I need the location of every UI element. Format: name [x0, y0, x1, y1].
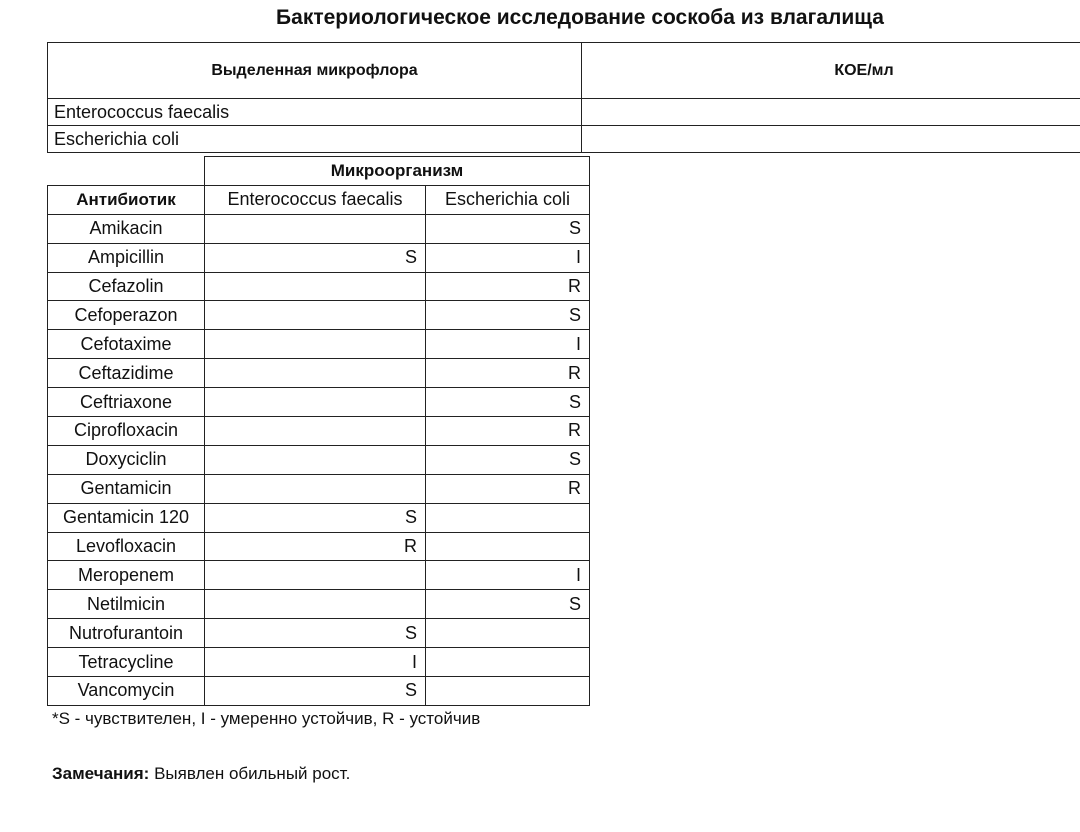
antibiotic-name: Levofloxacin — [48, 532, 205, 561]
antibiotic-name: Ceftriaxone — [48, 388, 205, 417]
result-enterococcus — [205, 272, 426, 301]
antibiotic-name: Ciprofloxacin — [48, 417, 205, 446]
antibiotic-name: Cefazolin — [48, 272, 205, 301]
result-ecoli — [426, 648, 590, 677]
result-enterococcus — [205, 445, 426, 474]
antibiotic-name: Cefoperazon — [48, 301, 205, 330]
result-ecoli: R — [426, 417, 590, 446]
antibiotic-name: Gentamicin — [48, 474, 205, 503]
result-ecoli: I — [426, 243, 590, 272]
antibiotic-name: Meropenem — [48, 561, 205, 590]
result-enterococcus — [205, 590, 426, 619]
antibiogram-row — [48, 532, 590, 561]
result-ecoli — [426, 619, 590, 648]
notes — [52, 764, 350, 784]
antibiogram-row — [48, 359, 590, 388]
antibiotic-name: Doxyciclin — [48, 445, 205, 474]
antibiogram-row — [48, 388, 590, 417]
antibiogram-row — [48, 648, 590, 677]
antibiotic-name: Vancomycin — [48, 677, 205, 706]
microflora-cfu — [582, 126, 1080, 153]
antibiogram-row — [48, 330, 590, 359]
antibiogram-row — [48, 677, 590, 706]
antibiotic-name: Tetracycline — [48, 648, 205, 677]
result-enterococcus — [205, 359, 426, 388]
microflora-organism: Escherichia coli — [48, 126, 582, 153]
result-enterococcus: I — [205, 648, 426, 677]
organism-header-ec: Escherichia coli — [426, 185, 590, 214]
antibiogram-row — [48, 474, 590, 503]
result-ecoli: S — [426, 214, 590, 243]
antibiogram-header-row — [48, 185, 590, 214]
microflora-header-row — [48, 43, 1080, 99]
result-ecoli: S — [426, 388, 590, 417]
microflora-header: Выделенная микрофлора — [48, 43, 582, 99]
result-ecoli: R — [426, 272, 590, 301]
antibiogram-row — [48, 590, 590, 619]
antibiotic-name: Cefotaxime — [48, 330, 205, 359]
cfu-header: КОЕ/мл — [582, 43, 1080, 99]
result-ecoli: R — [426, 474, 590, 503]
result-ecoli — [426, 532, 590, 561]
result-enterococcus: S — [205, 243, 426, 272]
antibiotic-name: Amikacin — [48, 214, 205, 243]
result-enterococcus — [205, 417, 426, 446]
microflora-table — [47, 42, 1080, 153]
result-ecoli — [426, 503, 590, 532]
result-ecoli: R — [426, 359, 590, 388]
antibiogram-row — [48, 214, 590, 243]
microflora-organism: Enterococcus faecalis — [48, 99, 582, 126]
microflora-row — [48, 99, 1080, 126]
antibiogram-corner — [48, 157, 205, 186]
result-enterococcus: R — [205, 532, 426, 561]
antibiotic-name: Ceftazidime — [48, 359, 205, 388]
antibiogram-row — [48, 301, 590, 330]
antibiogram-row — [48, 417, 590, 446]
notes-label: Замечания: — [52, 764, 150, 783]
antibiogram-row — [48, 243, 590, 272]
result-ecoli: I — [426, 330, 590, 359]
antibiogram-row — [48, 445, 590, 474]
antibiotic-name: Ampicillin — [48, 243, 205, 272]
result-enterococcus: S — [205, 503, 426, 532]
antibiotic-name: Nutrofurantoin — [48, 619, 205, 648]
result-ecoli: S — [426, 445, 590, 474]
antibiotic-name: Gentamicin 120 — [48, 503, 205, 532]
result-enterococcus — [205, 330, 426, 359]
antibiogram-body — [48, 214, 590, 705]
result-ecoli: I — [426, 561, 590, 590]
antibiogram-table — [47, 156, 590, 706]
result-enterococcus — [205, 561, 426, 590]
microflora-cfu — [582, 99, 1080, 126]
legend-note: *S - чувствителен, I - умеренно устойчив, R - устойчив — [52, 709, 481, 728]
result-enterococcus — [205, 474, 426, 503]
result-enterococcus: S — [205, 619, 426, 648]
antibiogram-row — [48, 619, 590, 648]
result-enterococcus — [205, 214, 426, 243]
antibiotic-name: Netilmicin — [48, 590, 205, 619]
result-enterococcus — [205, 388, 426, 417]
result-ecoli: S — [426, 590, 590, 619]
microflora-row — [48, 126, 1080, 153]
microorganism-header: Микроорганизм — [205, 157, 590, 186]
notes-text: Выявлен обильный рост. — [154, 764, 351, 783]
result-ecoli — [426, 677, 590, 706]
page-title: Бактериологическое исследование соскоба из влагалища — [276, 6, 884, 29]
result-ecoli: S — [426, 301, 590, 330]
antibiotic-header: Антибиотик — [48, 185, 205, 214]
antibiogram-group-row — [48, 157, 590, 186]
antibiogram-row — [48, 272, 590, 301]
result-enterococcus — [205, 301, 426, 330]
antibiogram-row — [48, 561, 590, 590]
organism-header-ef: Enterococcus faecalis — [205, 185, 426, 214]
antibiogram-row — [48, 503, 590, 532]
result-enterococcus: S — [205, 677, 426, 706]
